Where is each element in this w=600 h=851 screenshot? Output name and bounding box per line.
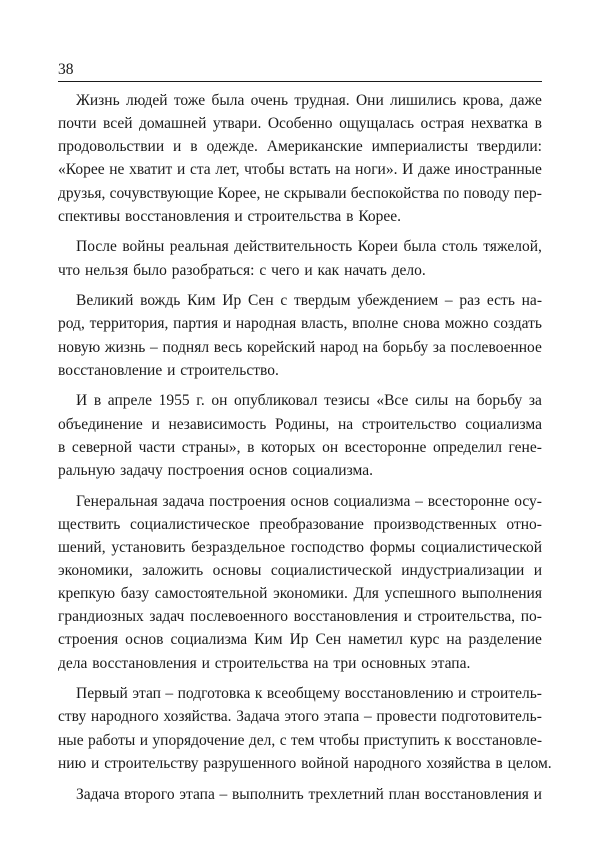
text-line: спективы восстановления и строительства в Корее.: [58, 207, 402, 225]
text-line: ные работы и упорядочение дел, с тем чтобы приступить к восстановле-: [58, 731, 542, 749]
text-line: крепкую базу самостоятельной экономики. Для успешного выполнения: [58, 585, 542, 603]
paragraph: [58, 783, 542, 806]
text-line: объединение и независимость Родины, на строительство социализма: [58, 415, 542, 433]
text-line: ществить социалистическое преобразование производственных отно-: [58, 515, 542, 533]
text-line: грандиозных задач послевоенного восстановления и строительства, по-: [58, 608, 542, 626]
text-line: что нельзя было разобраться: с чего и как начать дело.: [58, 261, 426, 279]
text-line: друзья, сочувствующие Корее, не скрывали беспокойства по поводу пер-: [58, 184, 542, 202]
text-line: нию и строительству разрушенного войной народного хозяйства в целом.: [58, 754, 552, 772]
text-line: в северной части страны», в которых он всесторонне определил гене-: [58, 438, 542, 456]
text-line: новую жизнь – поднял весь корейский народ на борьбу за послевоенное: [58, 338, 542, 356]
text-line: дела восстановления и строительства на три основных этапа.: [58, 654, 471, 672]
paragraph: [58, 89, 542, 228]
text-line: род, территория, партия и народная власть, вполне снова можно создать: [58, 315, 542, 333]
text-body: [58, 89, 552, 806]
text-line: продовольствии и в одежде. Американские империалисты твердили:: [58, 138, 542, 156]
text-line: Первый этап – подготовка к всеобщему восстановлению и строитель-: [76, 685, 542, 703]
text-line: экономики, заложить основы социалистической индустриализации и: [58, 562, 542, 580]
text-line: Генеральная задача построения основ социализма – всесторонне осу-: [76, 492, 542, 510]
paragraph: [58, 682, 552, 775]
text-line: восстановление и строительство.: [58, 361, 279, 379]
text-line: ральную задачу построения основ социализма.: [58, 461, 373, 479]
text-line: шений, установить безраздельное господство формы социалистической: [58, 538, 542, 556]
text-line: Жизнь людей тоже была очень трудная. Они лишились крова, даже: [76, 92, 542, 109]
paragraph: [58, 289, 542, 382]
text-line: почти всей домашней утвари. Особенно ощущалась острая нехватка в: [58, 115, 542, 133]
text-line: ству народного хозяйства. Задача этого этапа – провести подготовитель-: [58, 708, 542, 726]
header-rule: [58, 81, 542, 82]
text-line: И в апреле 1955 г. он опубликовал тезисы «Все силы на борьбу за: [76, 392, 542, 410]
text-line: «Корее не хватит и ста лет, чтобы встать на ноги». И даже иностранные: [58, 161, 542, 179]
text-line: Великий вождь Ким Ир Сен с твердым убеждением – раз есть на-: [76, 292, 542, 310]
text-line: После войны реальная действительность Кореи была столь тяжелой,: [76, 238, 542, 256]
paragraph: [58, 490, 542, 675]
text-line: строения основ социализма Ким Ир Сен наметил курс на разделение: [58, 631, 542, 649]
paragraph: [58, 235, 542, 281]
text-line: Задача второго этапа – выполнить трехлетний план восстановления и: [76, 785, 542, 803]
paragraph: [58, 389, 542, 482]
page-number: 38: [58, 61, 74, 78]
